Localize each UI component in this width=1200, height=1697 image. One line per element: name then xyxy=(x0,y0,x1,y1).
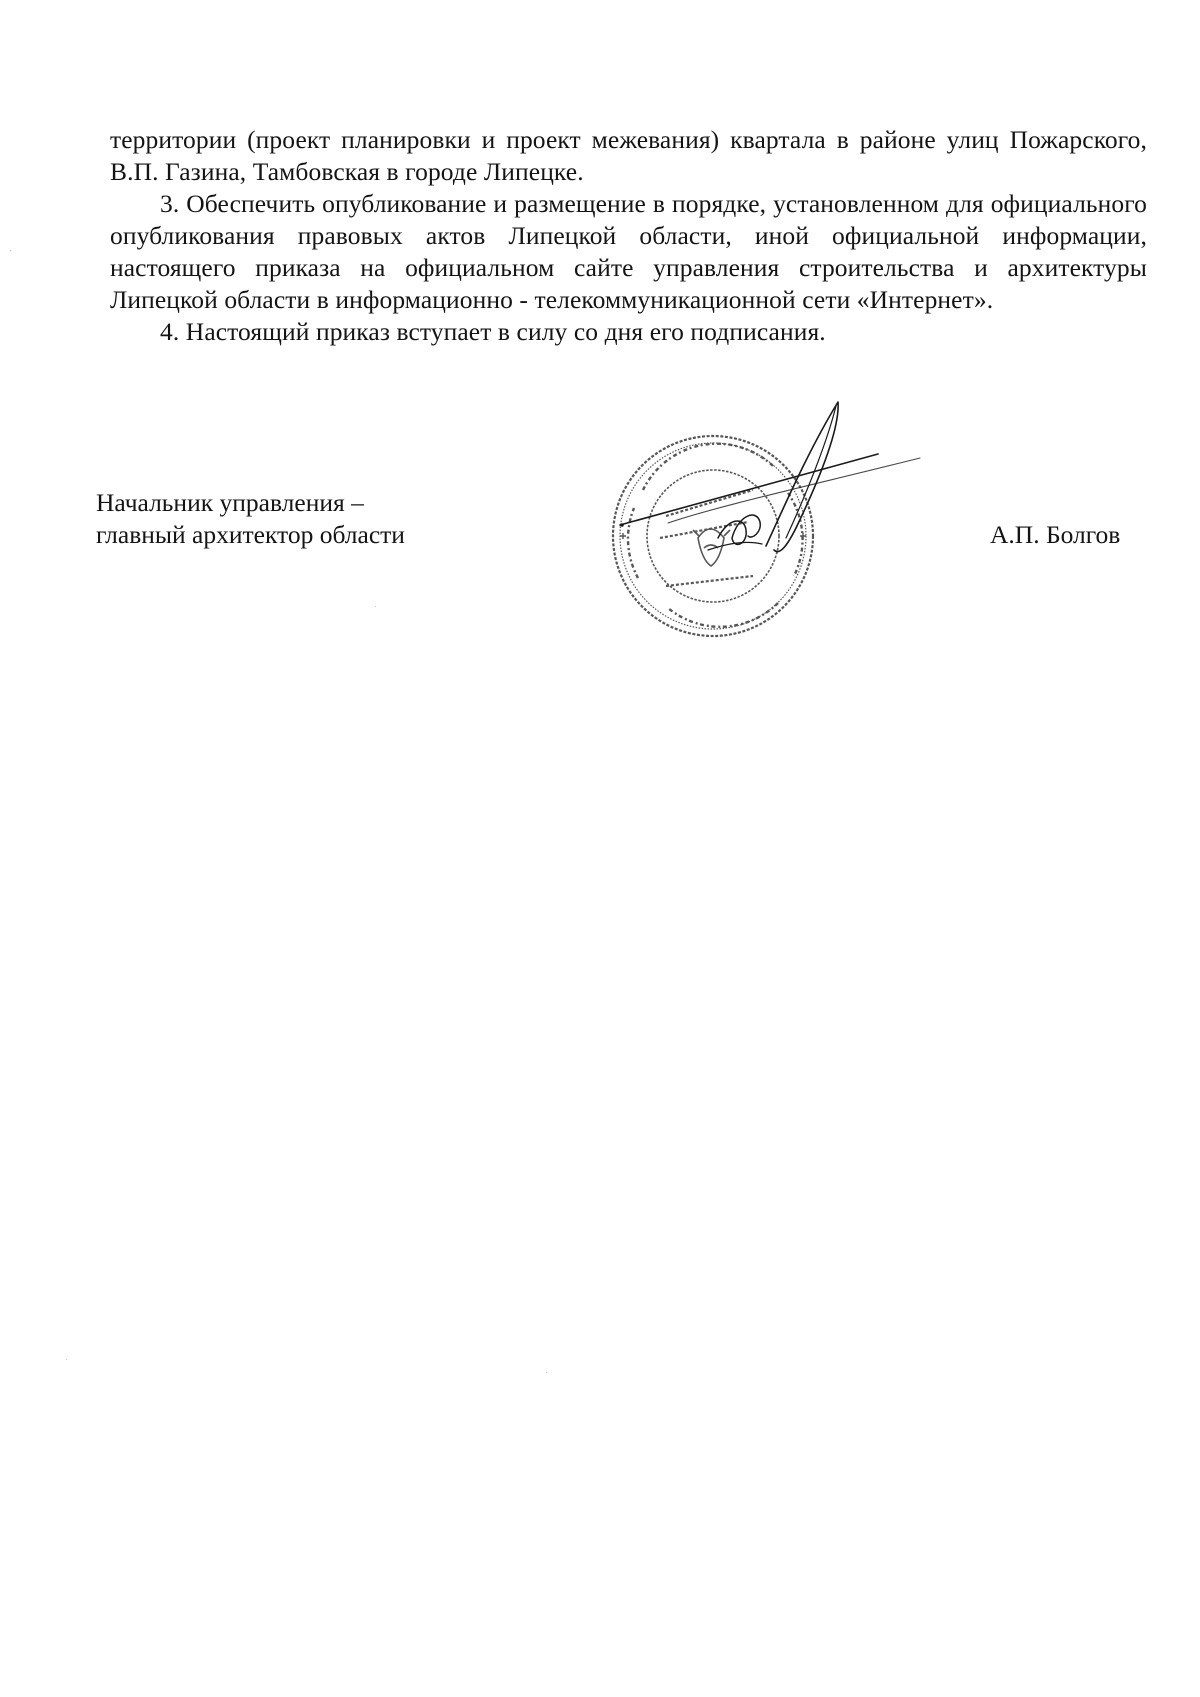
official-stamp-and-signature xyxy=(548,398,928,668)
seal-icon xyxy=(613,436,813,636)
paragraph-item-4-effective: 4. Настоящий приказ вступает в силу со дня его подписания. xyxy=(160,317,826,346)
signatory-position-line2: главный архитектор области xyxy=(96,520,405,549)
scan-speck xyxy=(10,250,11,251)
signature-icon xyxy=(620,402,920,552)
paragraph-territory: территории (проект планировки и проект межевания) квартала в районе улиц Пожарского, В.П. Газина, Тамбовская в городе Липецке. xyxy=(110,125,1147,186)
signatory-position-line1: Начальник управления – xyxy=(96,488,364,517)
scan-speck xyxy=(375,606,376,607)
signatory-name: А.П. Болгов xyxy=(990,520,1121,549)
scan-speck xyxy=(66,1359,67,1360)
paragraph-item-3-publication: 3. Обеспечить опубликование и размещение в порядке, установленном для официального опубликования правовых актов Липецкой области, иной официальной информации, настоящего приказа на официальном сайте управления строительства и архитектуры Липецкой области в информационно - телекоммуникационной сети «Интернет». xyxy=(110,189,1147,314)
scan-speck xyxy=(546,1372,547,1373)
